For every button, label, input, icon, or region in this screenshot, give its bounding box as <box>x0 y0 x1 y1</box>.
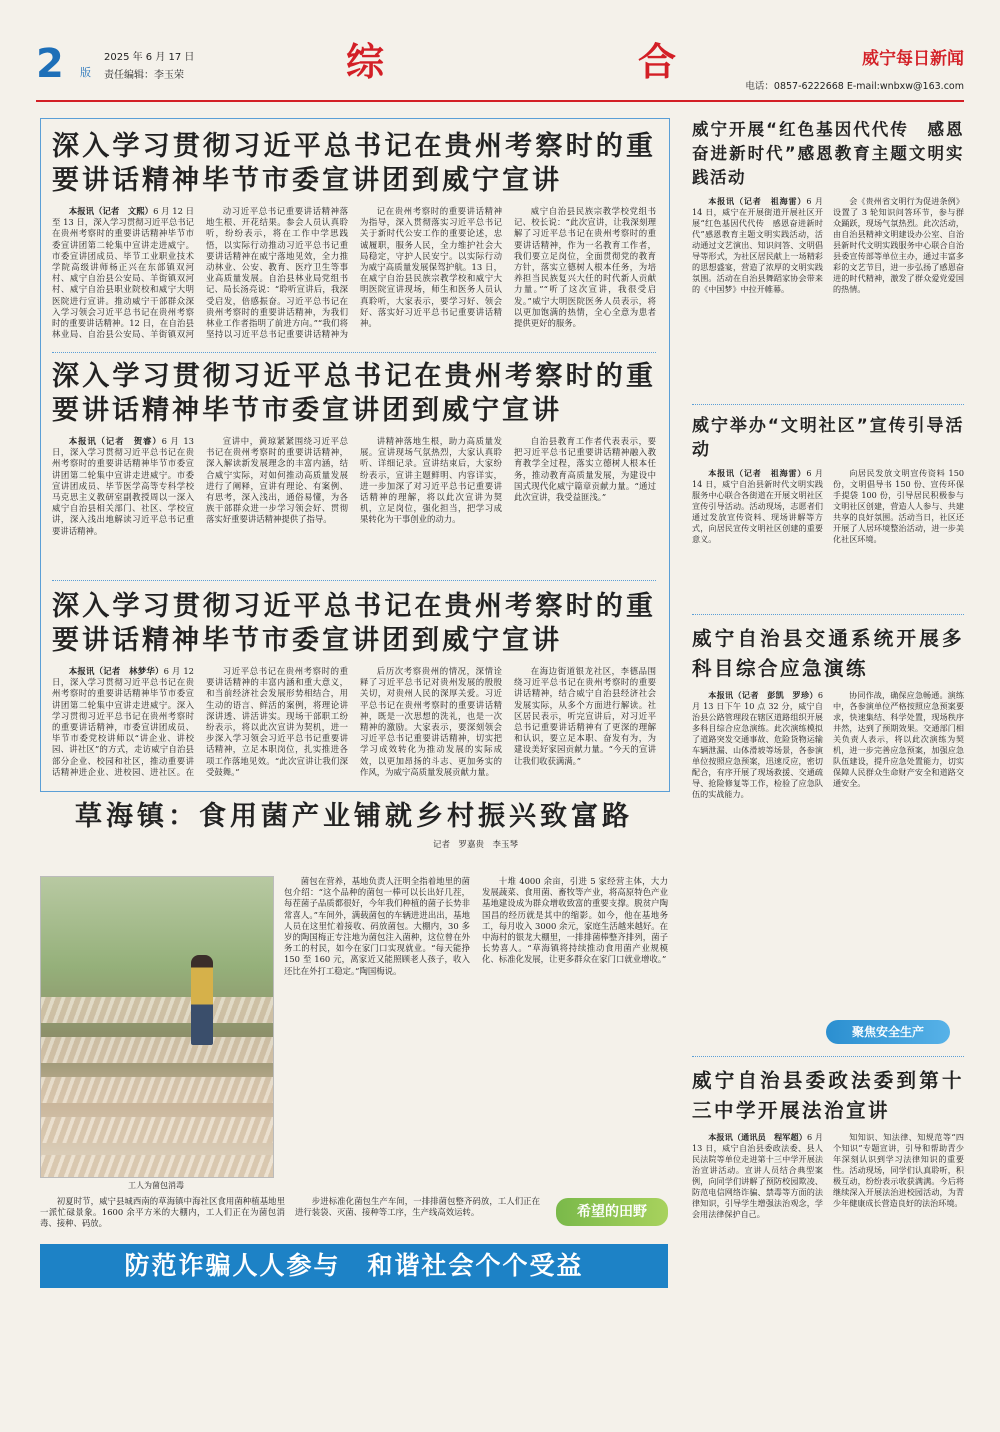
page-number: 2 <box>36 41 64 87</box>
right-article-1-headline: 威宁开展“红色基因代代传 感恩奋进新时代”感恩教育主题文明实践活动 <box>692 120 964 187</box>
article-1-headline: 深入学习贯彻习近平总书记在贵州考察时的重要讲话精神毕节市委宣讲团到威宁宣讲 <box>52 131 656 196</box>
feature-headline: 草海镇：食用菌产业铺就乡村振兴致富路 <box>75 801 633 832</box>
feature-bottom-col-1: 初夏时节，威宁县城西南的草海镇中海社区食用菌种植基地里一派忙碌景象。1600 余平方米的大棚内，工人们正在为菌包消毒、接种、码放。 <box>40 1196 285 1229</box>
article-2 <box>52 360 656 576</box>
article-3-col-3: 后历次考察贵州的情况，深情诠释了习近平总书记对贵州发展的殷殷关切，对贵州人民的深厚关爱。习近平总书记在贵州考察时的重要讲话精神，既是一次思想的洗礼，也是一次精神的激励。大家表示，要深刻领会习近平总书记重要讲话精神，切实把学习成效转化为推动发展的实际成效，以更加昂扬的斗志、更加务实的作风，为威宁高质量发展贡献力量。 <box>360 666 502 777</box>
article-2-col-4: 自治县教育工作者代表表示，要把习近平总书记重要讲话精神融入教育教学全过程，落实立德树人根本任务，推动教育高质量发展，为建设中国式现代化威宁篇章贡献力量。“通过此次宣讲，我受益匪浅。” <box>514 436 656 503</box>
article-2-col-2: 宣讲中，黄琼紧紧围绕习近平总书记在贵州考察时的重要讲话精神，深入解读新发展理念的丰富内涵，结合威宁实际，对如何推动高质量发展进行了阐释，宣讲有理论、有案例、有思考，深入浅出，通俗易懂，为各族干部群众进一步学习领会好、贯彻落实好重要讲话精神提供了指导。 <box>206 436 348 525</box>
feature-col-1: 菌包在营养，基地负责人汪明全指着地里的菌包介绍：“这个品种的菌包一棒可以长出好几茬，每茬菌子品质都很好，今年我们种植的菌子长势非常喜人。”车间外，满载菌包的车辆进进出出，基地人员在这里忙着接收、码放菌包。大棚内，30 多岁的陶国梅正专注地为菌包注入菌种，这位曾在外务工的村民，如今在家门口实现就业。“每天能挣 150 至 160 元，离家近又能照顾老人孩子，收入还比在外打工稳定。”陶国梅说。 <box>284 876 470 976</box>
feature-bottom-col-2: 步进标准化菌包生产车间，一排排菌包整齐码放，工人们正在进行装袋、灭菌、接种等工序，生产线高效运转。 <box>295 1196 540 1218</box>
article-2-lead: 本报讯（记者 贺睿） <box>68 436 162 446</box>
article-1-col-1: 本报讯（记者 文熙）6 月 12 日至 13 日，深入学习贯彻习近平总书记在贵州考察时的重要讲话精神毕节市委宣讲团第二轮集中宣讲走进威宁。市委宣讲团成员、毕节工业职业技术学院高级讲师杨正兴在东部镇双河村、威宁自治县公安局、羊街镇双河村、威宁自治县职业院校和威宁大明医院进行宣讲。推动威宁干部群众深入学习领会习近平总书记在贵州考察时的重要讲话精神。12 日，在自治县林业局、自治县公安局、羊街镇双河 <box>52 206 194 340</box>
article-3-lead: 本报讯（记者 林梦华） <box>68 666 164 676</box>
masthead <box>36 40 964 96</box>
paper-name: 威宁每日新闻 <box>862 49 964 69</box>
masthead-rule <box>36 100 964 102</box>
photo-caption: 工人为菌包消毒 <box>128 1181 184 1190</box>
article-2-col-1: 本报讯（记者 贺睿）6 月 13 日，深入学习贯彻习近平总书记在贵州考察时的重要讲话精神毕节市委宣讲团第二轮集中宣讲走进威宁。市委宣讲团成员、毕节医学高等专科学校马克思主义教研室副教授周以一深入威宁自治县相关部门、社区、学校宣讲，深入浅出地解读习近平总书记重要讲话精神。 <box>52 436 194 536</box>
mushroom-farm-photo <box>40 876 274 1178</box>
article-1-col-4: 威宁自治县民族宗教学校党组书记、校长说：“此次宣讲，让我深刻理解了习近平总书记在贵州考察时的重要讲话精神，作为一名教育工作者，我们要立足岗位，全面贯彻党的教育方针，落实立德树人根本任务，为培养担当民族复兴大任的时代新人贡献力量。”“听了这次宣讲，我很受启发。”威宁大明医院医务人员表示，将以更加饱满的热情，全心全意为患者提供更好的服务。 <box>514 206 656 329</box>
separator <box>692 614 964 615</box>
right-article-3-col-2: 协同作战，确保应急畅通。演练中，各参演单位严格按照应急预案要求，快速集结、科学处置，现场秩序井然，达到了预期效果。交通部门相关负责人表示，将以此次演练为契机，进一步完善应急预案，加强应急队伍建设，提升应急处置能力，切实保障人民群众生命财产安全和道路交通安全。 <box>833 690 964 788</box>
article-1 <box>52 130 656 340</box>
article-3-col-1: 本报讯（记者 林梦华）6 月 12 日，深入学习贯彻习近平总书记在贵州考察时的重要讲话精神毕节市委宣讲团第二轮集中宣讲走进威宁。深入学习贯彻习近平总书记在贵州考察时的重要讲话精神，市委宣讲团成员、毕节市委党校讲师以“讲企业、讲校园、讲社区”的方式，走访威宁自治县部分企业、校园和社区，推动重要讲话精神进企业、进校园、进社区。在 <box>52 666 194 777</box>
article-3-headline: 深入学习贯彻习近平总书记在贵州考察时的重要讲话精神毕节市委宣讲团到威宁宣讲 <box>52 591 656 656</box>
article-1-col-2: 动习近平总书记重要讲话精神落地生根、开花结果。参会人员认真聆听，纷纷表示，将在工作中学思践悟，以实际行动推动习近平总书记重要讲话精神在威宁落地见效，全力推动林业、公安、教育、医疗卫生等事业高质量发展。自治县林业局党组书记、局长汤亮说：“聆听宣讲后，我深受启发，倍感振奋。习近平总书记在贵州考察时的重要讲话精神，为我们林业工作者指明了前进方向。”“我们将坚持以习近平总书记重要讲话精神为 <box>206 206 348 340</box>
right-article-2-col-2: 向居民发放文明宣传资料 150 份，文明倡导书 150 份、宣传环保手提袋 100 份，引导居民积极参与文明社区创建，营造人人参与、共建共享的良好氛围。活动当日，社区还开展了人居环境整治活动，进一步美化社区环境。 <box>833 468 964 544</box>
right-article-3-headline: 威宁自治县交通系统开展多科目综合应急演练 <box>692 627 964 680</box>
feature-byline: 记者 罗嘉贵 李玉琴 <box>432 840 518 850</box>
section-title <box>346 40 676 84</box>
article-2-headline: 深入学习贯彻习近平总书记在贵州考察时的重要讲话精神毕节市委宣讲团到威宁宣讲 <box>52 361 656 426</box>
right-article-4 <box>692 1066 964 1394</box>
section-char-2: 合 <box>637 40 676 84</box>
right-article-4-col-1: 本报讯（通讯员 程军超）6 月 13 日，威宁自治县委政法委、县人民法院等单位走进第十三中学开展法治宣讲活动。宣讲人员结合典型案例，向同学们讲解了预防校园欺凌、防范电信网络诈骗、禁毒等方面的法律知识，引导学生增强法治观念，学会用法律保护自己。 <box>692 1132 823 1219</box>
right-article-1-col-2: 会《贵州省文明行为促进条例》设置了 3 轮知识问答环节，参与群众踊跃，现场气氛热烈。此次活动，由自治县精神文明建设办公室、自治县新时代文明实践服务中心联合自治县委宣传部等单位主办，通过丰富多彩的文艺节目，进一步弘扬了感恩奋进的时代精神，激发了群众爱党爱国的热情。 <box>833 196 964 294</box>
right-article-4-col-2: 知知识、知法律、知规范等“四个知识”专题宣讲，引导和帮助青少年深刻认识到学习法律知识的重要性。活动现场，同学们认真聆听，积极互动，纷纷表示收获满满。今后将继续深入开展法治进校园活动，为青少年健康成长营造良好的法治环境。 <box>833 1132 964 1208</box>
separator <box>52 352 656 353</box>
right-article-4-headline: 威宁自治县委政法委到第十三中学开展法治宣讲 <box>692 1069 964 1122</box>
anti-fraud-banner: 防范诈骗人人参与 和谐社会个个受益 <box>40 1244 668 1288</box>
editor-credit: 责任编辑：李玉荣 <box>104 70 184 81</box>
article-3-col-4: 在海边街道银龙社区，李德品围绕习近平总书记在贵州考察时的重要讲话精神，结合威宁自治县经济社会发展实际，从多个方面进行解读。社区居民表示，听完宣讲后，对习近平总书记重要讲话精神有了更深的理解和认识，要立足本职、奋发有为，为建设美好家园贡献力量。“今天的宣讲让我们收获满满。” <box>514 666 656 766</box>
article-3 <box>52 590 656 778</box>
separator <box>692 1056 964 1057</box>
feature-col-2: 十堆 4000 余亩，引进 5 家经营主体，大力发展蔬菜、食用菌、畜牧等产业，将高原特色产业基地建设成为群众增收致富的重要支撑。脱贫户陶国昌的经历就是其中的缩影。如今，他在基地务工，每月收入 3000 余元，家庭生活越来越好。在中海村的银龙大棚里，一排排菌棒整齐排列，菌子长势喜人。“草海镇将持续推动食用菌产业规模化、标准化发展，让更多群众在家门口就业增收。” <box>482 876 668 965</box>
right-article-4-lead: 本报讯（通讯员 程军超） <box>708 1132 808 1142</box>
separator <box>692 404 964 405</box>
right-article-2-headline: 威宁举办“文明社区”宣传引导活动 <box>692 416 964 460</box>
worker-figure <box>191 955 213 1045</box>
contact-info: 电话：0857-6222668 E-mail:wnbxw@163.com <box>745 81 964 92</box>
right-article-2-lead: 本报讯（记者 祖海雷） <box>708 468 807 478</box>
right-article-3-col-1: 本报讯（记者 彭凯 罗珍）6 月 13 日下午 10 点 32 分，威宁自治县公路管理段在辖区道路组织开展多科目综合应急演练。此次演练模拟了道路突发交通事故、危险货物运输车辆泄漏、山体滑坡等场景，各参演单位按照应急预案，迅速反应，密切配合，有序开展了现场救援、交通疏导、抢险修复等工作，检验了应急队伍的实战能力。 <box>692 690 823 799</box>
right-article-1-lead: 本报讯（记者 祖海雷） <box>708 196 807 206</box>
right-article-1 <box>692 118 964 406</box>
safety-badge: 聚焦安全生产 <box>826 1020 950 1044</box>
right-article-2 <box>692 414 964 618</box>
right-article-1-col-1: 本报讯（记者 祖海雷）6 月 14 日，威宁在开展街道开展社区开展“红色基因代代传 感恩奋进新时代”感恩教育主题文明实践活动，活动通过文艺演出、知识问答、文明倡导等形式，为社区居民献上一场精彩的思想盛宴，营造了浓厚的文明实践氛围。活动在自治县舞蹈家协会带来的《中国梦》中拉开帷幕。 <box>692 196 823 294</box>
article-2-col-3: 讲精神落地生根，助力高质量发展。宣讲现场气氛热烈，大家认真聆听、详细记录。宣讲结束后，大家纷纷表示，宣讲主题鲜明、内容详实，进一步加深了对习近平总书记重要讲话精神的理解，将以此次宣讲为契机，立足岗位，强化担当，把学习成果转化为干事创业的动力。 <box>360 436 502 525</box>
article-1-col-3: 记在贵州考察时的重要讲话精神为指导，深入贯彻落实习近平总书记关于新时代公安工作的重要论述，忠诚履职，服务人民，全力维护社会大局稳定，守护人民安宁。以实际行动为威宁高质量发展保驾护航。13 日，在威宁自治县民族宗教学校和威宁大明医院宣讲现场，师生和医务人员认真聆听，大家表示，要学习好、领会好、落实好习近平总书记重要讲话精神。 <box>360 206 502 329</box>
article-3-col-2: 习近平总书记在贵州考察时的重要讲话精神的丰富内涵和重大意义，和当前经济社会发展形势相结合，用生动的语言、鲜活的案例，将理论讲深讲透、讲活讲实。现场干部职工纷纷表示，将以此次宣讲为契机，进一步深入学习领会习近平总书记重要讲话精神，立足本职岗位，扎实推进各项工作落地见效。“此次宣讲让我们深受鼓舞。” <box>206 666 348 777</box>
section-char-1: 综 <box>346 40 385 84</box>
right-article-2-col-1: 本报讯（记者 祖海雷）6 月 14 日，威宁自治县新时代文明实践服务中心联合各街道在开展文明社区宣传引导活动。活动现场，志愿者们通过发放宣传资料、现场讲解等方式，向居民宣传文明社区创建的重要意义。 <box>692 468 823 544</box>
right-article-3 <box>692 624 964 990</box>
page-suffix: 版 <box>80 66 91 79</box>
separator <box>52 580 656 581</box>
feature-article <box>40 800 668 1240</box>
article-1-lead: 本报讯（记者 文熙） <box>68 206 154 216</box>
right-article-3-lead: 本报讯（记者 彭凯 罗珍） <box>708 690 818 700</box>
issue-date: 2025 年 6 月 17 日 <box>104 52 195 63</box>
hope-fields-badge: 希望的田野 <box>556 1198 668 1226</box>
